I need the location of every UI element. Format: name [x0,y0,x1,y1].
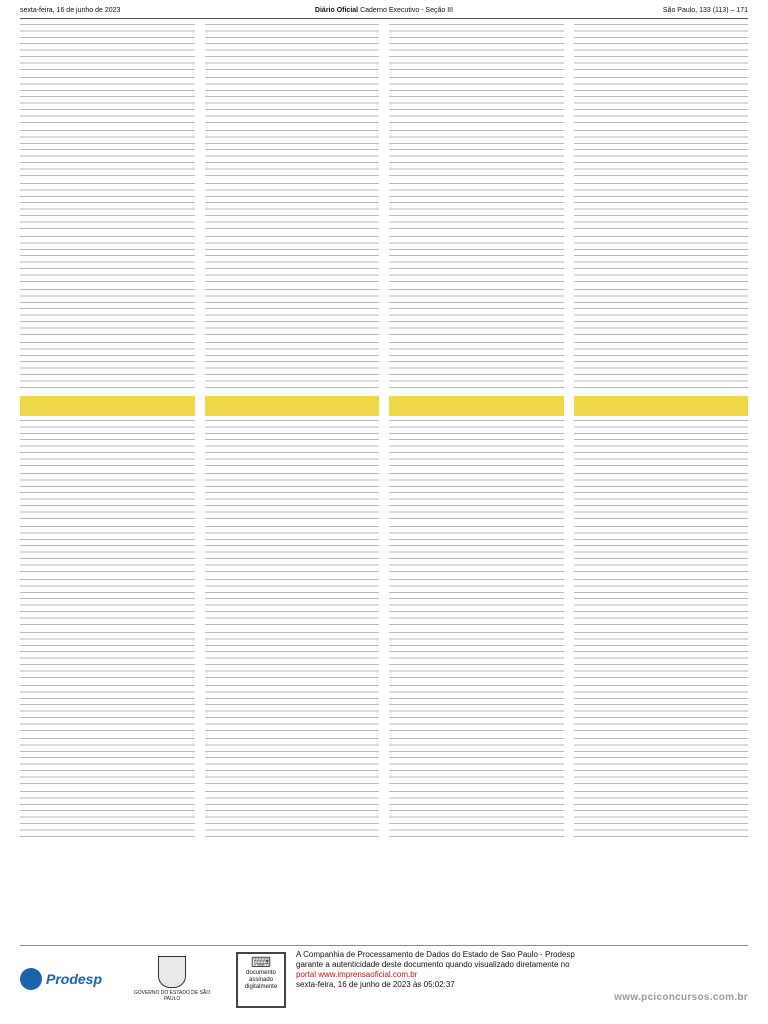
authenticity-line: garante a autenticidade deste documento quando visualizado diretamente no [296,960,570,969]
section-headline [389,396,564,416]
paragraph [20,526,195,576]
paragraph [20,738,195,788]
source-site-watermark: www.pciconcursos.com.br [614,992,748,1003]
paragraph [205,579,380,629]
paragraph [574,289,749,339]
paragraph [205,791,380,841]
state-government-logo [132,956,212,1006]
paragraph [20,579,195,629]
paragraph [389,236,564,286]
paragraph [389,420,564,470]
paragraph [574,791,749,841]
column-1 [20,24,195,930]
paragraph [574,342,749,392]
paragraph [20,685,195,735]
paragraph [389,77,564,127]
paragraph [20,420,195,470]
authenticity-notice [296,950,748,990]
paragraph [389,130,564,180]
prodesp-logo-text: Prodesp [46,971,103,987]
section-headline [574,396,749,416]
paragraph [574,632,749,682]
paragraph [205,420,380,470]
paragraph [389,342,564,392]
paragraph [574,526,749,576]
text-columns [20,24,748,930]
footer-timestamp: sexta-feira, 16 de junho de 2023 às 05:02:37 [296,980,455,989]
paragraph [574,236,749,286]
paragraph [574,420,749,470]
paragraph [389,632,564,682]
paragraph [20,632,195,682]
state-government-label: GOVERNO DO ESTADO DE SÃO PAULO [133,990,211,1002]
paragraph [389,526,564,576]
header-date: sexta-feira, 16 de junho de 2023 [20,7,121,14]
paragraph [205,236,380,286]
publication-title: Diário Oficial [314,7,359,14]
paragraph [205,526,380,576]
authenticity-line: A Companhia de Processamento de Dados do Estado de Sao Paulo - Prodesp [296,950,575,959]
prodesp-logo [20,966,120,992]
state-crest-icon [158,956,186,988]
section-headline [20,396,195,416]
paragraph [574,183,749,233]
paragraph [205,183,380,233]
paragraph [20,473,195,523]
page-header [20,4,748,19]
paragraph [574,473,749,523]
paragraph [205,24,380,74]
header-page-info: São Paulo, 133 (113) – 171 [662,7,748,14]
authenticity-link[interactable]: portal www.imprensaoficial.com.br [296,970,418,979]
paragraph [205,130,380,180]
paragraph [205,685,380,735]
paragraph [205,289,380,339]
paragraph [389,289,564,339]
paragraph [205,77,380,127]
paragraph [20,342,195,392]
digital-seal [236,952,286,1008]
paragraph [20,130,195,180]
paragraph [205,632,380,682]
digital-seal-icon: ⌨ [250,954,272,970]
paragraph [20,24,195,74]
paragraph [20,791,195,841]
paragraph [205,473,380,523]
page-footer [20,945,748,1016]
paragraph [20,183,195,233]
column-4 [574,24,749,930]
paragraph [20,236,195,286]
paragraph [205,738,380,788]
publication-section: Caderno Executivo - Seção III [360,7,454,14]
paragraph [574,130,749,180]
paragraph [574,24,749,74]
paragraph [574,685,749,735]
paragraph [389,738,564,788]
paragraph [574,77,749,127]
column-2 [205,24,380,930]
paragraph [20,289,195,339]
paragraph [389,473,564,523]
digital-seal-label: documento assinado digitalmente [244,970,278,990]
paragraph [389,24,564,74]
paragraph [20,77,195,127]
paragraph [389,791,564,841]
prodesp-logo-icon [20,968,42,990]
paragraph [389,183,564,233]
paragraph [389,579,564,629]
header-publication [202,4,566,18]
paragraph [205,342,380,392]
section-headline [205,396,380,416]
paragraph [574,579,749,629]
paragraph [389,685,564,735]
paragraph [574,738,749,788]
column-3 [389,24,564,930]
